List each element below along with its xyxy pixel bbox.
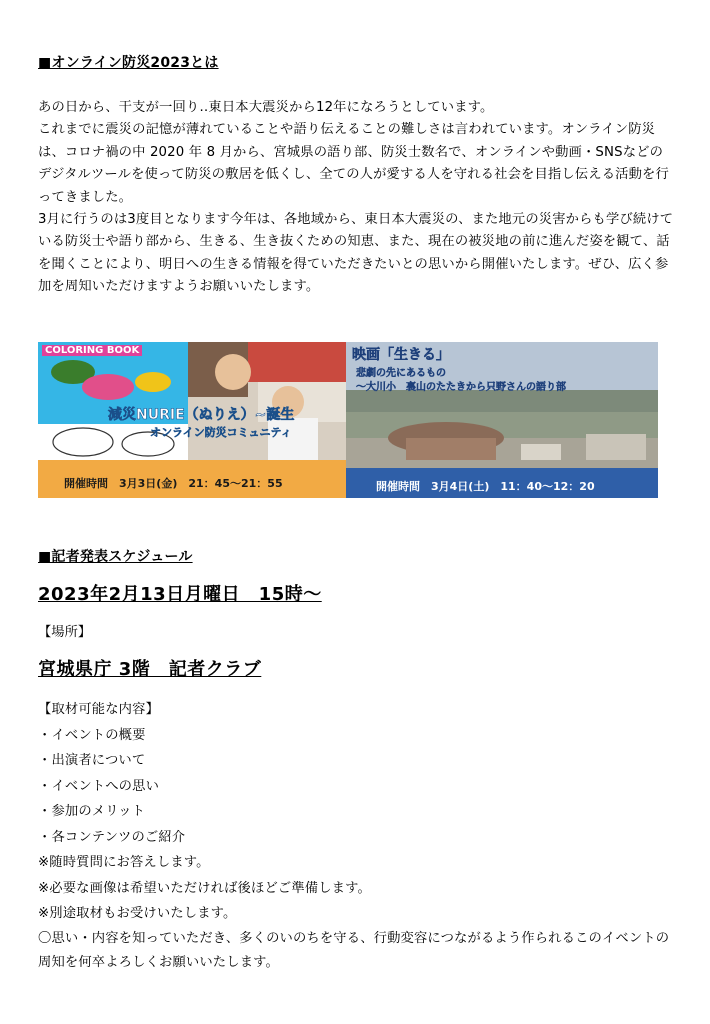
list-item: ・各コンテンツのご紹介 <box>38 829 186 845</box>
paragraph: 3月に行うのは3度目となります今年は、各地域から、東日本大震災の、また地元の災害からも学び続けている防災士や語り部から、生きる、生き抜くための知恵、また、現在の被災地の前に進んだ姿を観て、話を聞くことにより、明日への生きる情報を得ていただきたいとの思いから開催いたします。ぜひ、広く参加を周知いただけますようお願いいたします。 <box>38 212 674 295</box>
event-banner-nurie <box>38 342 346 498</box>
coverage-label: 【取材可能な内容】 <box>38 702 160 717</box>
banner-title: 映画「生きる」 <box>352 347 450 363</box>
list-item: ※別途取材もお受けいたします。 <box>38 906 237 921</box>
banner-subtitle: ～大川小 裏山のたたきから只野さんの語り部 <box>356 382 566 393</box>
press-place: 宮城県庁 3階 記者クラブ <box>38 659 262 680</box>
place-label: 【場所】 <box>38 625 92 640</box>
paragraph: これまでに震災の記憶が薄れていることや語り伝えることの難しさは言われています。オンライン防災は、コロナ禍の中 2020 年 8 月から、宮城県の語り部、防災士数名で、オンラインや動画・SNSなどのデジタルツールを使って防災の敷居を低くし、全ての人が愛する人を守れる社会を目指し伝える活動を行ってきました。 <box>38 122 669 205</box>
coverage-list <box>38 697 678 975</box>
press-date: 2023年2月13日月曜日 15時～ <box>38 584 322 605</box>
list-item: ・イベントの概要 <box>38 727 146 743</box>
section-heading-about: ■オンライン防災2023とは <box>38 55 219 71</box>
list-item: ※随時質問にお答えします。 <box>38 855 210 870</box>
banner-subtitle: 悲劇の先にあるもの <box>356 368 446 379</box>
event-time: 開催時間 3月4日(土) 11：40～12：20 <box>376 480 595 493</box>
paragraph: あの日から、干支が一回り‥東日本大震災から12年になろうとしています。 <box>38 100 494 115</box>
list-item: ・参加のメリット <box>38 804 146 819</box>
list-item: ・出演者について <box>38 753 146 768</box>
coloring-book-tag: COLORING BOOK <box>42 345 142 356</box>
section-heading-schedule: ■記者発表スケジュール <box>38 549 193 565</box>
banner-subtitle: オンライン防災コミュニティ <box>150 426 292 439</box>
event-time: 開催時間 3月3日(金) 21：45～21：55 <box>64 477 283 490</box>
banner-title: 減災NURIE（ぬりえ）~誕生 <box>108 407 295 423</box>
event-banner-ikiru <box>346 342 658 498</box>
about-paragraphs <box>38 97 674 299</box>
list-item: ※必要な画像は希望いただければ後ほどご準備します。 <box>38 880 371 896</box>
list-item: ・イベントへの思い <box>38 778 160 794</box>
closing-note: 〇思い・内容を知っていただき、多くのいのちを守る、行動変容につながるよう作られるこのイベントの周知を何卒よろしくお願いいたします。 <box>38 930 670 970</box>
